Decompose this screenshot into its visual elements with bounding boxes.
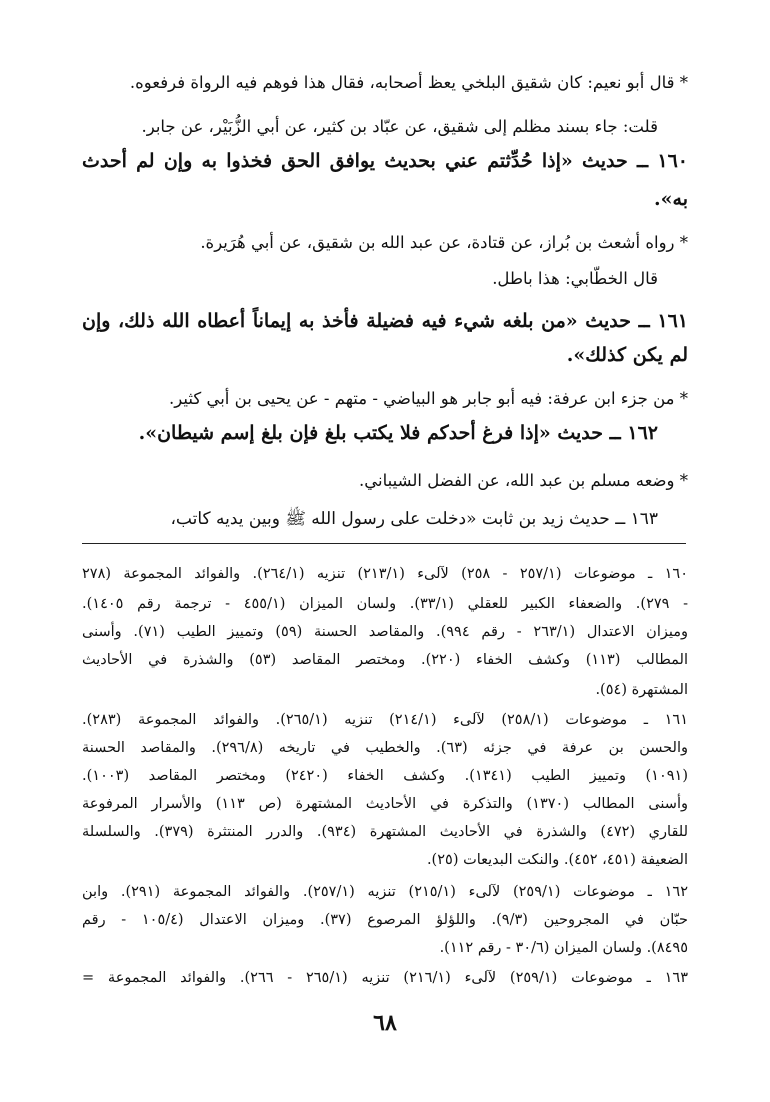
footnote-161-line-2: والحسن بن عرفة في جزئه (٦٣). والخطيب في تاريخه (٢٩٦/٨). والمقاصد الحسنة (82, 740, 688, 756)
footnote-161-line-5: للقاري (٤٧٢) والشذرة في الأحاديث المشتهرة (٩٣٤). والدرر المنتثرة (٣٧٩). والسلسلة (82, 824, 688, 840)
body-line-2: قلت: جاء بسند مظلم إلى شقيق، عن عبّاد بن كثير، عن أبي الزُّبَيْر، عن جابر. (141, 117, 658, 136)
hadith-161-line-2: لم يكن كذلك». (566, 344, 688, 366)
footnote-160-line-5: المشتهرة (٥٤). (595, 682, 688, 698)
footnote-161-line-4: وأسنى المطالب (١٣٧٠) والتذكرة في الأحاديث المشتهرة (ص ١١٣) والأسرار المرفوعة (82, 796, 688, 812)
footnote-162-line-1: ١٦٢ ـ موضوعات (٢٥٩/١) لآلىء (٢١٥/١) تنزيه (٢٥٧/١). والفوائد المجموعة (٢٩١). وابن (82, 884, 688, 900)
hadith-162: ١٦٢ ــ حديث «إذا فرغ أحدكم فلا يكتب بلغ فإن بلغ إسم شيطان». (138, 422, 658, 444)
footnote-161-line-3: (١٠٩١) وتمييز الطيب (١٣٤١). وكشف الخفاء (٢٤٢٠) ومختصر المقاصد (١٠٠٣). (82, 768, 688, 784)
hadith-160-line-1: ١٦٠ ــ حديث «إذا حُدِّثتم عني بحديث يوافق الحق فخذوا به وإن لم أحدث (82, 150, 688, 172)
footnote-163-line-1: ١٦٣ ـ موضوعات (٢٥٩/١) لآلىء (٢١٦/١) تنزيه (٢٦٥/١ - ٢٦٦). والفوائد المجموعة = (82, 970, 689, 986)
footnote-160-line-3: وميزان الاعتدال (٢٦٣/١ - رقم ٩٩٤). والمقاصد الحسنة (٥٩) وتمييز الطيب (٧١). وأسنى (82, 624, 688, 640)
footnote-160-line-1: ١٦٠ ـ موضوعات (٢٥٧/١ - ٢٥٨) لآلىء (٢١٣/١) تنزيه (٢٦٤/١). والفوائد المجموعة (٢٧٨ (82, 566, 688, 582)
footnote-separator (82, 543, 686, 544)
footnote-160-line-2: - ٢٧٩). والضعفاء الكبير للعقلي (٣٣/١). ولسان الميزان (٤٥٥/١ - ترجمة رقم ١٤٠٥). (82, 596, 688, 612)
footnote-161-line-6: الضعيفة (٤٥١، ٤٥٢). والنكت البديعات (٢٥). (426, 852, 688, 868)
body-line-6: قال الخطّابي: هذا باطل. (492, 269, 658, 288)
page-number: ٦٨ (373, 1010, 397, 1036)
footnote-162-line-3: ٨٤٩٥). ولسان الميزان (٣٠/٦ - رقم ١١٢). (439, 940, 688, 956)
footnote-161-line-1: ١٦١ ـ موضوعات (٢٥٨/١) لآلىء (٢١٤/١) تنزيه (٢٦٥/١). والفوائد المجموعة (٢٨٣). (82, 712, 689, 728)
hadith-161-line-1: ١٦١ ــ حديث «من بلغه شيء فيه فضيلة فأخذ به إيماناً أعطاه الله ذلك، وإن (82, 310, 688, 332)
body-line-1: * قال أبو نعيم: كان شقيق البلخي يعظ أصحابه، فقال هذا فوهم فيه الرواة فرفعوه. (129, 73, 688, 92)
footnote-160-line-4: المطالب (١١٣) وكشف الخفاء (٢٢٠). ومختصر المقاصد (٥٣) والشذرة في الأحاديث (82, 652, 688, 668)
hadith-160-line-2: به». (654, 188, 688, 210)
footnote-162-line-2: حبّان في المجروحين (٩/٣). واللؤلؤ المرصوع (٣٧). وميزان الاعتدال (١٠٥/٤ - رقم (82, 912, 689, 928)
body-line-11: * وضعه مسلم بن عبد الله، عن الفضل الشيباني. (359, 471, 688, 490)
body-line-5: * رواه أشعث بن بُراز، عن قتادة، عن عبد الله بن شقيق، عن أبي هُرَيرة. (200, 233, 688, 252)
hadith-163: ١٦٣ ــ حديث زيد بن ثابت «دخلت على رسول الله ﷺ وبين يديه كاتب، (170, 509, 658, 529)
body-line-9: * من جزء ابن عرفة: فيه أبو جابر هو البياضي - متهم - عن يحيى بن أبي كثير. (169, 389, 688, 408)
